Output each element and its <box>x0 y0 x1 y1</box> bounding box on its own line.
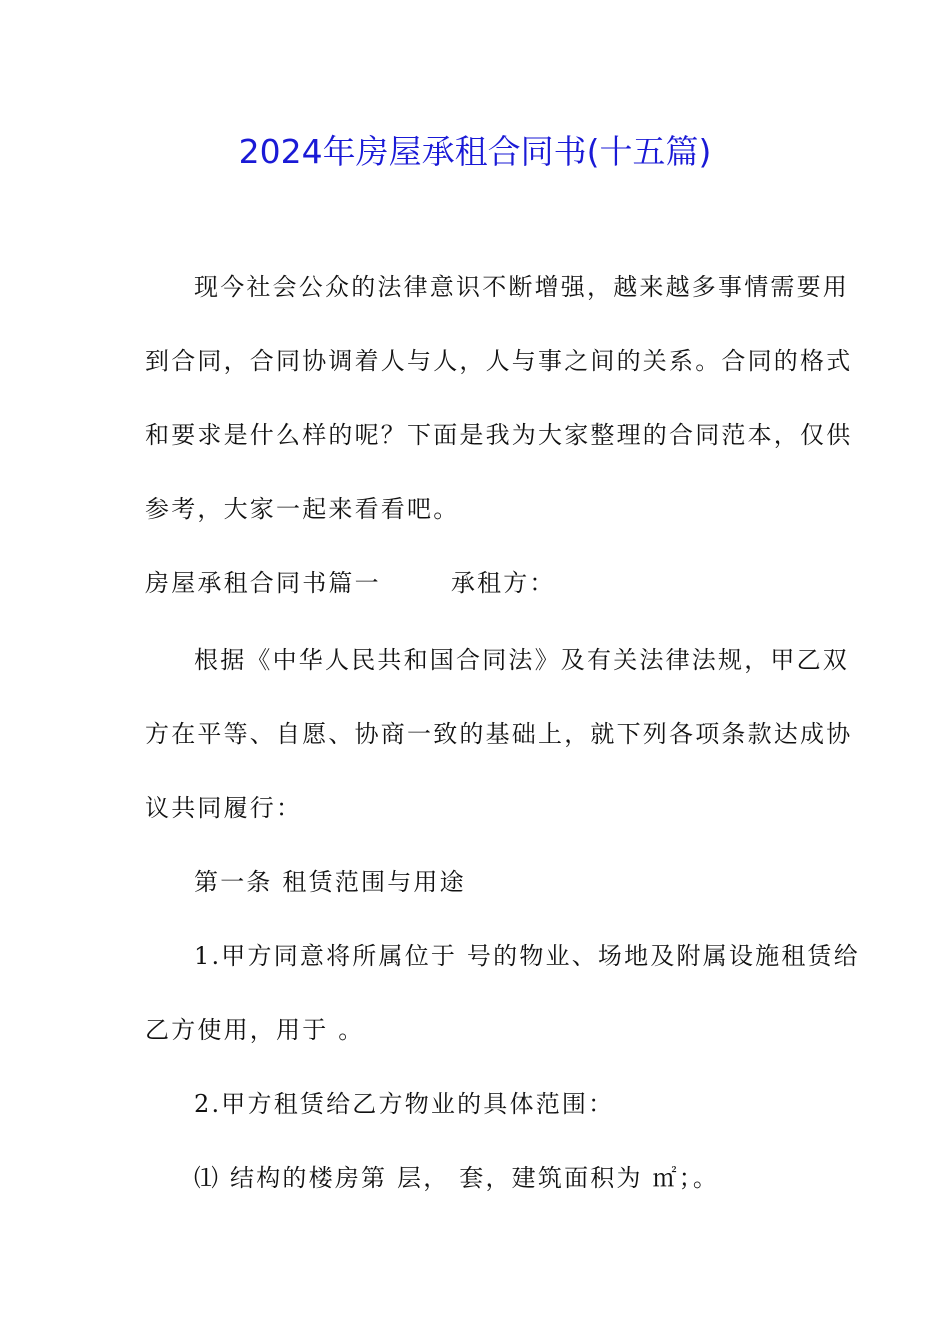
section-heading-title: 房屋承租合同书篇一 <box>145 569 381 597</box>
clause-1-line-2: 乙方使用，用于 。 <box>145 1016 365 1044</box>
clause-2-line: 2.甲方租赁给乙方物业的具体范围： <box>194 1090 615 1118</box>
intro-line-4: 参考，大家一起来看看吧。 <box>145 495 460 523</box>
intro-line-1: 现今社会公众的法律意识不断增强，越来越多事情需要用 <box>194 273 849 301</box>
section-heading <box>145 567 556 599</box>
basis-line-3: 议共同履行： <box>145 794 303 822</box>
intro-line-3: 和要求是什么样的呢？下面是我为大家整理的合同范本，仅供 <box>145 421 853 449</box>
document-title: 2024年房屋承租合同书(十五篇) <box>238 132 712 171</box>
basis-line-2: 方在平等、自愿、协商一致的基础上，就下列各项条款达成协 <box>145 720 853 748</box>
intro-line-2: 到合同，合同协调着人与人，人与事之间的关系。合同的格式 <box>145 347 853 375</box>
clause-1-line-1: 1.甲方同意将所属位于 号的物业、场地及附属设施租赁给 <box>194 942 860 970</box>
section-heading-lessee: 承租方： <box>450 569 556 597</box>
clause-2-item-1: ⑴ 结构的楼房第 层， 套，建筑面积为 ㎡；。 <box>194 1164 720 1192</box>
article-1-title: 第一条 租赁范围与用途 <box>194 868 466 896</box>
basis-line-1: 根据《中华人民共和国合同法》及有关法律法规，甲乙双 <box>194 646 849 674</box>
